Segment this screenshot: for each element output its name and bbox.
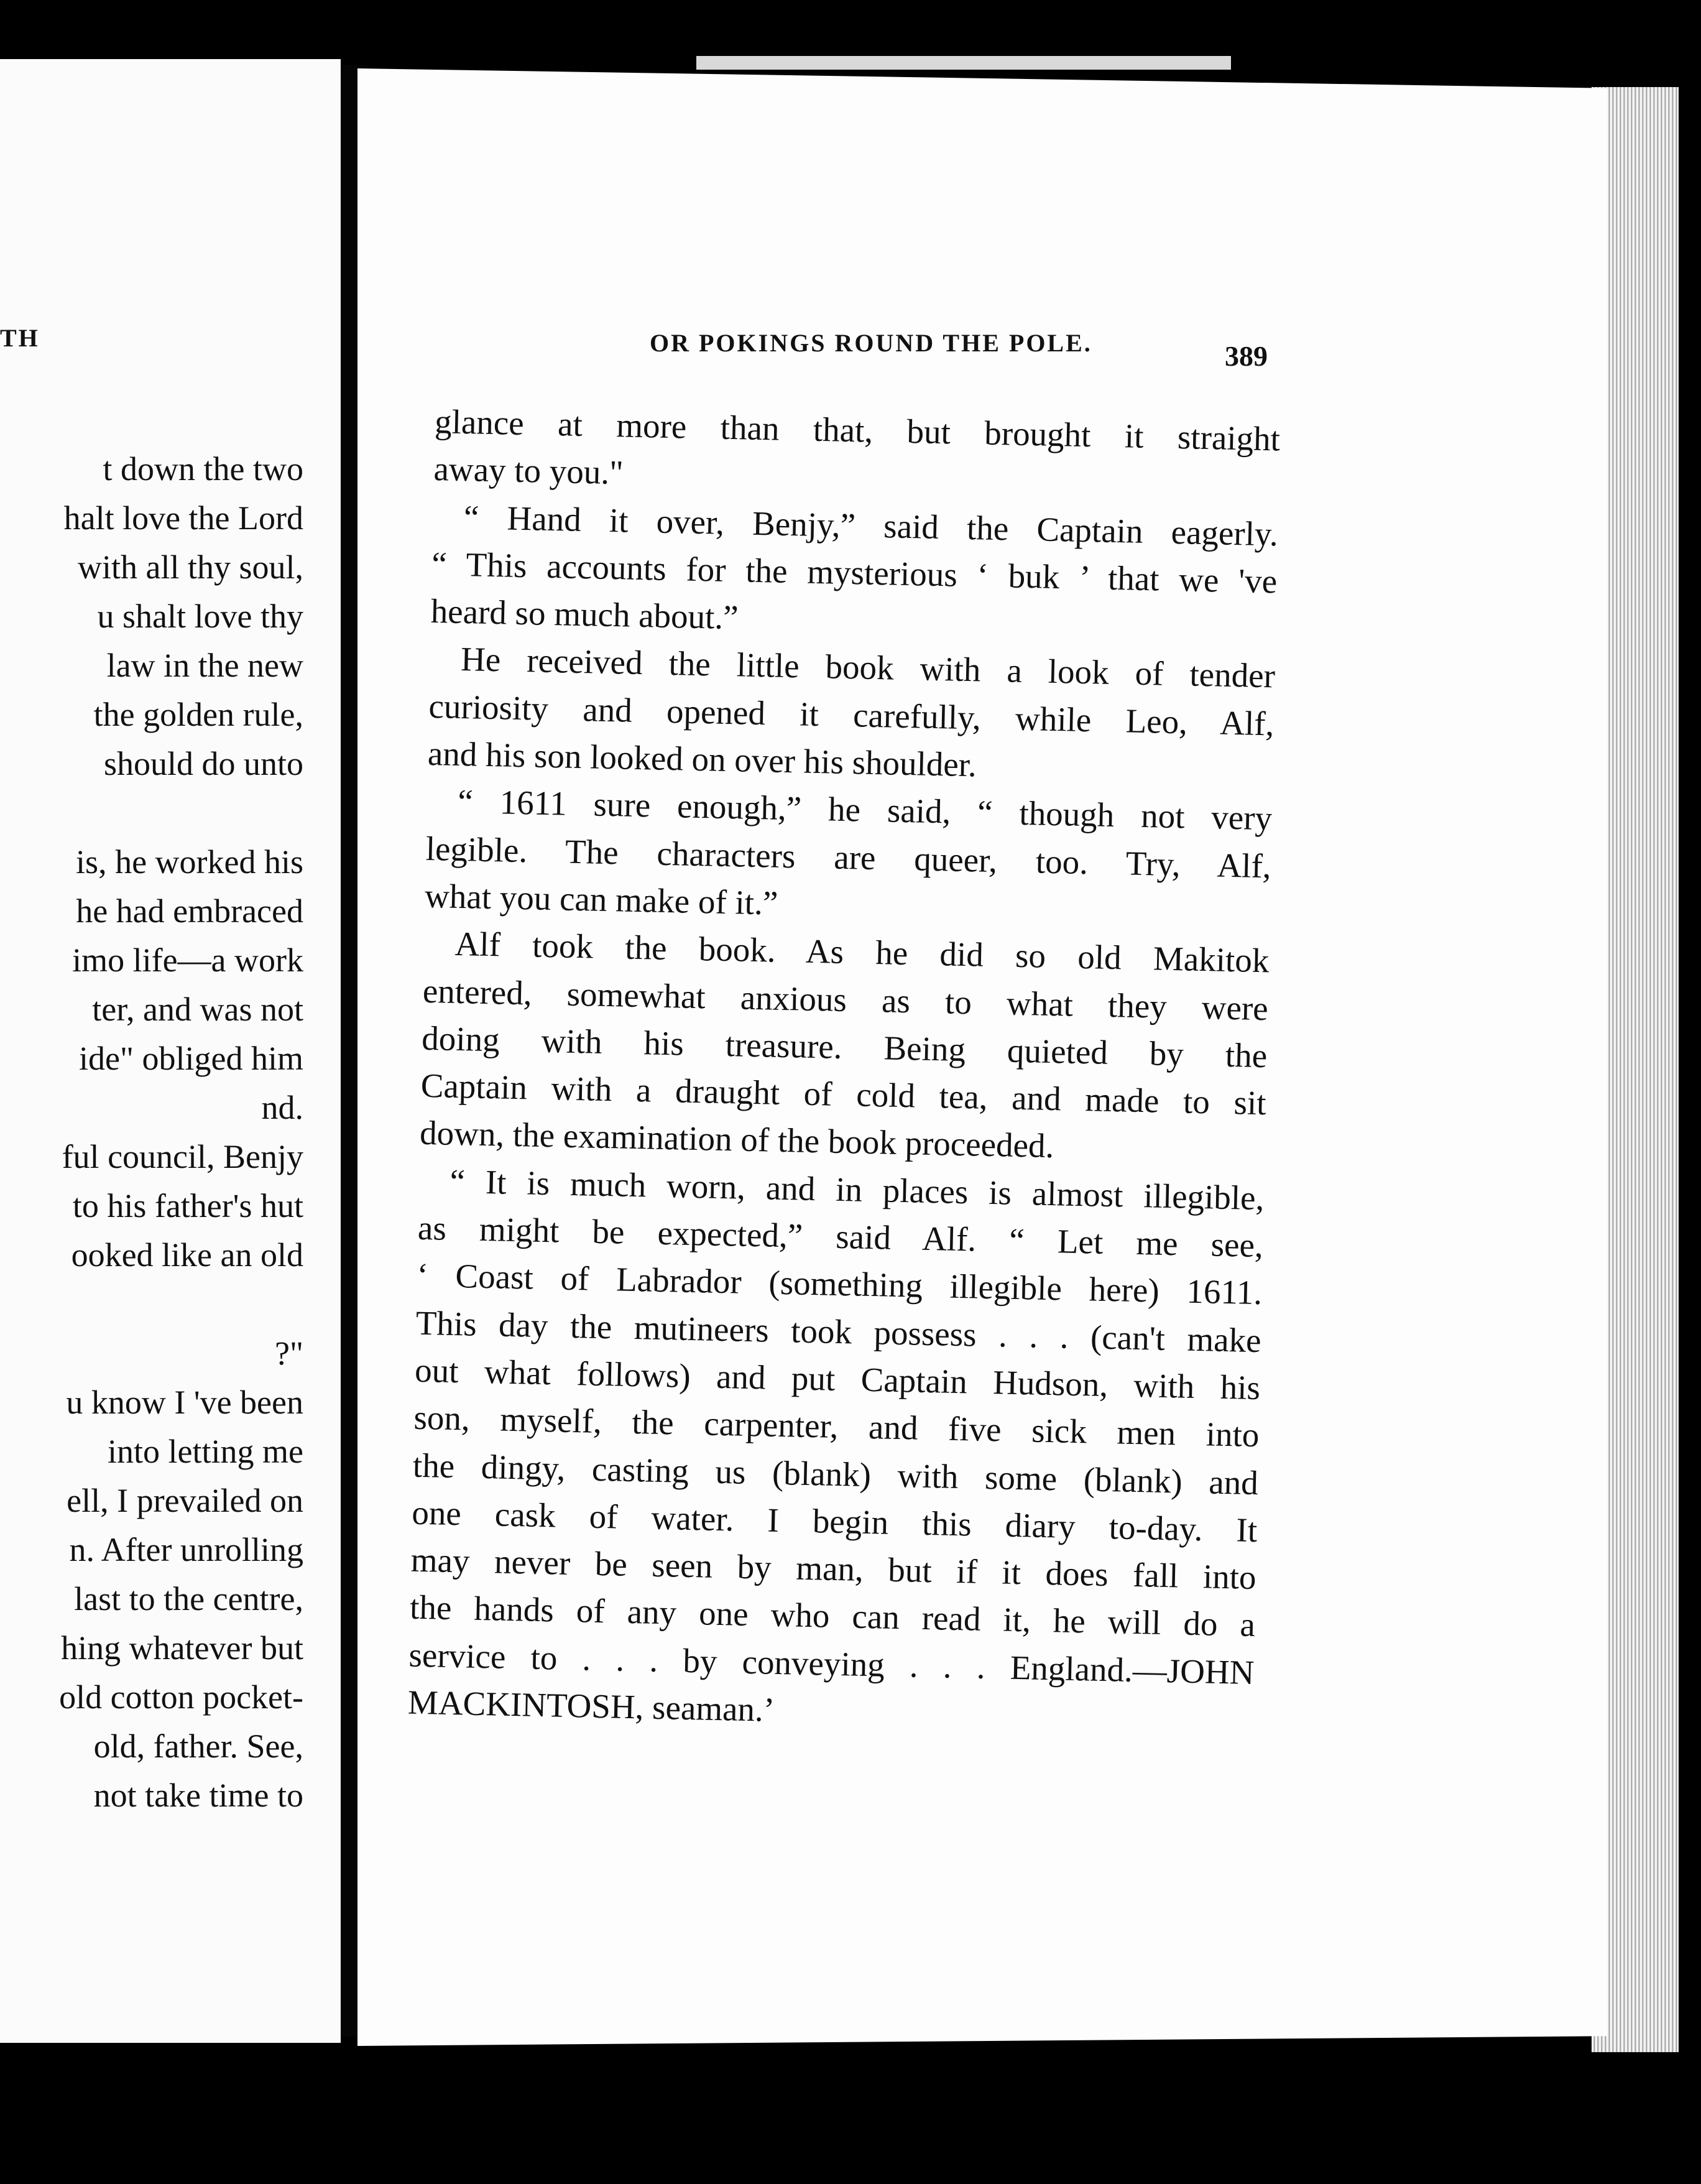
left-text-line: u know I 've been bbox=[66, 1384, 303, 1421]
text-line: may never be seen by man, but if it does fall into bbox=[410, 1540, 1257, 1597]
text-line: legible. The characters are queer, too. Try, Alf, bbox=[425, 829, 1272, 885]
text-line: son, myself, the carpenter, and five sick men into bbox=[413, 1398, 1260, 1455]
text-line: “ 1611 sure enough,” he said, “ though not very bbox=[457, 782, 1273, 838]
text-line: This day the mutineers took possess . . . (can't make bbox=[415, 1303, 1262, 1359]
left-text-line: ooked like an old bbox=[71, 1236, 303, 1274]
left-text-line bbox=[0, 789, 303, 838]
left-text-line: old cotton pocket- bbox=[59, 1678, 303, 1716]
text-line: what you can make of it.” bbox=[424, 876, 778, 922]
left-text-line: t down the two bbox=[103, 450, 303, 488]
running-head: OR POKINGS ROUND THE POLE. bbox=[650, 329, 1092, 357]
text-line: Captain with a draught of cold tea, and made to sit bbox=[420, 1066, 1267, 1122]
page-number: 389 bbox=[1225, 340, 1268, 372]
text-line: the hands of any one who can read it, he will do a bbox=[409, 1588, 1256, 1644]
left-text-line: to his father's hut bbox=[72, 1187, 303, 1224]
left-running-head: TH bbox=[0, 324, 40, 352]
left-page-text bbox=[0, 445, 303, 1820]
text-line: “ It is much worn, and in places is almost illegible, bbox=[449, 1162, 1265, 1217]
paper-strip bbox=[696, 56, 1231, 70]
left-text-line: last to the centre, bbox=[74, 1580, 303, 1617]
text-line: one cask of water. I begin this diary to-day. It bbox=[411, 1493, 1258, 1549]
text-line: entered, somewhat anxious as to what they were bbox=[422, 971, 1269, 1027]
left-text-line: nd. bbox=[261, 1089, 303, 1126]
left-text-line: is, he worked his bbox=[76, 843, 303, 881]
text-line: “ Hand it over, Benjy,” said the Captain eagerly. bbox=[463, 497, 1279, 553]
left-text-line: n. After unrolling bbox=[69, 1531, 303, 1568]
text-line: out what follows) and put Captain Hudson, with his bbox=[414, 1351, 1261, 1407]
left-text-line: old, father. See, bbox=[93, 1728, 303, 1765]
text-line: Alf took the book. As he did so old Makitok bbox=[454, 925, 1270, 980]
left-text-line: with all thy soul, bbox=[78, 548, 303, 586]
text-line: the dingy, casting us (blank) with some (blank) and bbox=[412, 1446, 1259, 1502]
left-text-line: the golden rule, bbox=[93, 696, 303, 733]
left-text-line: ?" bbox=[274, 1335, 303, 1372]
left-text-line: hing whatever but bbox=[61, 1629, 303, 1667]
left-text-line: ide" obliged him bbox=[79, 1040, 303, 1077]
left-text-line: not take time to bbox=[93, 1777, 303, 1814]
left-text-line: imo life—a work bbox=[72, 942, 303, 979]
text-line: service to . . . by conveying . . . England.—JOHN bbox=[408, 1636, 1255, 1691]
left-facing-page bbox=[0, 59, 341, 2043]
text-line: “ This accounts for the mysterious ‘ buk ’ that we 've bbox=[431, 544, 1278, 601]
text-line: heard so much about.” bbox=[430, 592, 739, 637]
text-line: He received the little book with a look of tender bbox=[460, 640, 1276, 695]
left-text-line: into letting me bbox=[108, 1433, 303, 1470]
body-text bbox=[407, 398, 1280, 1744]
left-text-line: law in the new bbox=[106, 647, 303, 684]
left-text-line: u shalt love thy bbox=[97, 598, 303, 635]
text-line: as might be expected,” said Alf. “ Let me see, bbox=[417, 1208, 1264, 1265]
text-line: glance at more than that, but brought it straight bbox=[434, 402, 1281, 458]
left-text-line: ful council, Benjy bbox=[62, 1138, 303, 1175]
left-text-line: ter, and was not bbox=[92, 991, 303, 1028]
left-text-line: should do unto bbox=[103, 745, 303, 782]
left-text-line: he had embraced bbox=[76, 892, 303, 930]
left-text-line: halt love the Lord bbox=[63, 499, 303, 537]
text-line: curiosity and opened it carefully, while Leo, Alf, bbox=[428, 687, 1275, 743]
text-line: doing with his treasure. Being quieted by the bbox=[421, 1019, 1268, 1075]
left-text-line: ell, I prevailed on bbox=[67, 1482, 303, 1519]
text-line: ‘ Coast of Labrador (something illegible here) 1611. bbox=[416, 1256, 1263, 1312]
text-line: MACKINTOSH, seaman.’ bbox=[407, 1683, 775, 1729]
text-line: and his son looked on over his shoulder. bbox=[427, 734, 977, 784]
text-line: down, the examination of the book proceeded. bbox=[419, 1114, 1054, 1165]
left-text-line bbox=[0, 1280, 303, 1329]
text-line: away to you." bbox=[433, 450, 624, 492]
